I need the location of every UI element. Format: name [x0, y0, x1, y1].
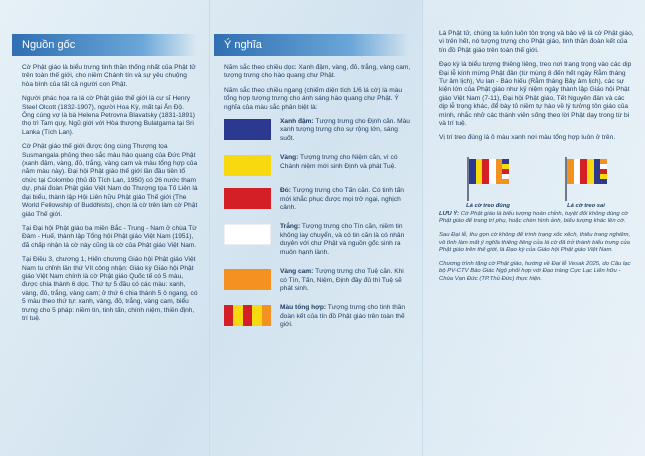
color-description: Đỏ: Tượng trưng cho Tấn căn. Có tinh tấn mới khắc phục được mọi trở ngại, nghịch cảnh.	[280, 187, 404, 212]
color-swatch-orange	[224, 269, 271, 290]
panel-origin	[0, 0, 209, 456]
origin-paragraph: Cờ Phật giáo là biểu trưng tinh thần thống nhất của Phật tử trên toàn thế giới, cho niềm Chánh tín và sự yêu chuộng hòa bình của tất cả người con Phật.	[22, 64, 196, 88]
section-header-meaning: Ý nghĩa	[214, 34, 409, 56]
flag-cloth	[469, 159, 509, 184]
usage-paragraph: Là Phật tử, chúng ta luôn luôn tôn trọng và bảo vệ lá cờ Phật giáo, vì trên hết, nó tượng trưng cho Phật giáo, tinh thần đoàn kết của tín đồ Phật giáo trên toàn thế giới.	[439, 30, 634, 54]
color-description: Vàng: Tượng trưng cho Niệm căn, vì có Chánh niệm mới sinh Định và phát Tuệ.	[280, 154, 398, 170]
origin-paragraph: Cờ Phật giáo thế giới được ông cùng Thượng tọa Susmangala phỏng theo sắc màu hào quang của Đức Phật (xanh đậm, vàng, đỏ, trắng, vàng cam và màu tổng hợp của năm màu này). Đại hội Phật giáo thế giới lần đầu tiên tổ chức tại Colombo (thủ đô Tích Lan, 1950) có 26 nước tham dự, phái đoàn Phật giáo Việt Nam do Thượng tọa Tố Liên là đại biểu, thành lập Hội Liên hữu Phật giáo Thế giới (The World Fellowship of Buddhists), chọn lá cờ trên làm cờ Phật giáo Thế giới.	[22, 143, 198, 218]
flag-examples	[439, 157, 635, 209]
note: LƯU Ý: Cờ Phật giáo là biểu tượng hoàn chỉnh, tuyệt đối không dùng cờ Phật giáo để trang trí phụ, hoặc chèn hình ảnh, biểu tượng khác lên cờ.	[439, 210, 628, 225]
color-description: Màu tổng hợp: Tượng trưng cho tinh thần đoàn kết của tín đồ Phật giáo trên toàn thế giới.	[280, 304, 406, 329]
color-row-composite	[224, 304, 412, 329]
panel-usage	[422, 0, 645, 456]
note-storage: Sau Đại lễ, thu gọn cờ không để trình trạng xốc xếch, thiếu trang nghiêm, vô tình làm mất ý nghĩa thiêng liêng của lá cờ đã trở thành biểu trưng của Phật giáo trên thế giới, là Đạo kỳ của Giáo hội Phật giáo Việt Nam.	[439, 232, 631, 254]
color-description: Vàng cam: Tượng trưng cho Tuệ căn. Khi có Tín, Tấn, Niệm, Định đầy đủ thì Tuệ sẽ phát sinh.	[280, 268, 404, 292]
flag-cloth	[567, 159, 607, 184]
flag-correct	[465, 157, 511, 209]
meaning-paragraph: Năm sắc theo chiều ngang (chiếm diện tích 1/6 lá cờ) là màu tổng hợp tượng trưng cho ánh sáng hào quang chư Phật. Ý nghĩa của màu sắc phân biệt là:	[224, 86, 403, 111]
color-swatch-yellow	[224, 155, 271, 176]
flag-wrong-image	[563, 157, 609, 201]
color-swatch-red	[224, 188, 271, 209]
color-row-orange	[224, 268, 412, 293]
color-swatch-composite	[224, 305, 271, 326]
meaning-body	[224, 64, 412, 341]
flag-wrong-caption: Lá cờ treo sai	[567, 202, 605, 209]
meaning-paragraph: Năm sắc theo chiều dọc: Xanh đậm, vàng, đỏ, trắng, vàng cam, tượng trưng cho hào quang chư Phật.	[224, 64, 411, 80]
origin-paragraph: Người phác họa ra lá cờ Phật giáo thế giới là cư sĩ Henry Steel Olcott (1832-1907), người Hoa Kỳ, mất tại Ấn Độ. Ông cùng vợ là bà Helena Petrovna Blavatsky (1831-1891) thọ trì Tam quy, Ngũ giới với Hòa thượng Bulatgama tại Sri Lanka (Tích Lan).	[22, 95, 195, 136]
origin-paragraph: Tại Đại hội Phật giáo ba miền Bắc - Trung - Nam ở chùa Từ Đàm - Huế, thành lập Tổng hội Phật giáo Việt Nam (1951), đã chấp nhận lá cờ này cũng là cờ của Phật giáo Việt Nam.	[22, 224, 197, 249]
usage-body	[439, 30, 635, 290]
color-row-blue	[224, 118, 412, 143]
usage-paragraph: Đạo kỳ là biểu tượng thiêng liêng, treo nơi trang trọng vào các dịp Đại lễ kính mừng Phật đản (từ mùng 8 đến hết ngày Rằm tháng Tư âm lịch), Vu lan - Báo hiếu (Rằm tháng Bảy âm lịch), các sự kiện lớn của Phật giáo như kỷ niệm ngày thành lập Giáo hội Phật giáo Việt Nam (7-11), Đại hội Phật giáo, Tết Nguyên đán và các dịp lễ trọng khác, để bày tỏ niềm tự hào về lý tưởng tôn giáo của mình, nhắc nhở các thành viên sống theo lời Phật dạy trong từ bi và trí tuệ.	[439, 61, 632, 128]
color-row-yellow	[224, 154, 412, 176]
color-swatch-blue	[224, 119, 271, 140]
origin-body	[22, 64, 198, 329]
origin-paragraph: Tại Điều 3, chương 1, Hiến chương Giáo hội Phật giáo Việt Nam tu chỉnh lần thứ VII công nhận: Giáo kỳ Giáo hội Phật giáo Việt Nam chính là cờ Phật giáo Quốc tế có 5 màu, được chia thành 6 dọc. Thứ tự 5 đầu có các màu: xanh, vàng, đỏ, trắng, vàng cam; ở thứ 6 chia thành 5 ô ngang, có 5 màu theo thứ tự: xanh, vàng, đỏ, trắng, vàng cam, biểu trưng cho 5 pháp: niềm tin, tinh tấn, chính niệm, thiền định, trí tuệ.	[22, 256, 198, 322]
flag-correct-image	[465, 157, 511, 201]
flag-correct-caption: Lá cờ treo đúng	[466, 202, 510, 209]
color-row-red	[224, 187, 412, 212]
credit: Chương trình tặng cờ Phật giáo, hướng về Đại lễ Vesak 2025, do Câu lạc bộ PV-CTV Báo Giác Ngộ phối hợp với Đạo tràng Cực Lạc Liên hữu - Chùa Vạn Đức (TP.Thủ Đức) thực hiện.	[439, 260, 631, 283]
usage-paragraph: Vị trí treo đúng là ô màu xanh nơi màu tổng hợp luôn ở trên.	[439, 134, 616, 142]
color-description: Xanh đậm: Tượng trưng cho Định căn. Màu xanh tượng trưng cho sự rộng lớn, sáng suốt.	[280, 118, 410, 142]
color-swatch-white	[224, 224, 271, 245]
flag-wrong	[563, 157, 609, 209]
color-description: Trắng: Tượng trưng cho Tín căn, niềm tin không lay chuyển, và có tin căn là có nhân duyên với chư Phật và nguồn gốc sinh ra muôn hạnh lành.	[280, 223, 405, 256]
section-header-origin: Nguồn gốc	[12, 34, 197, 56]
panel-meaning	[209, 0, 422, 456]
color-row-white	[224, 223, 412, 257]
